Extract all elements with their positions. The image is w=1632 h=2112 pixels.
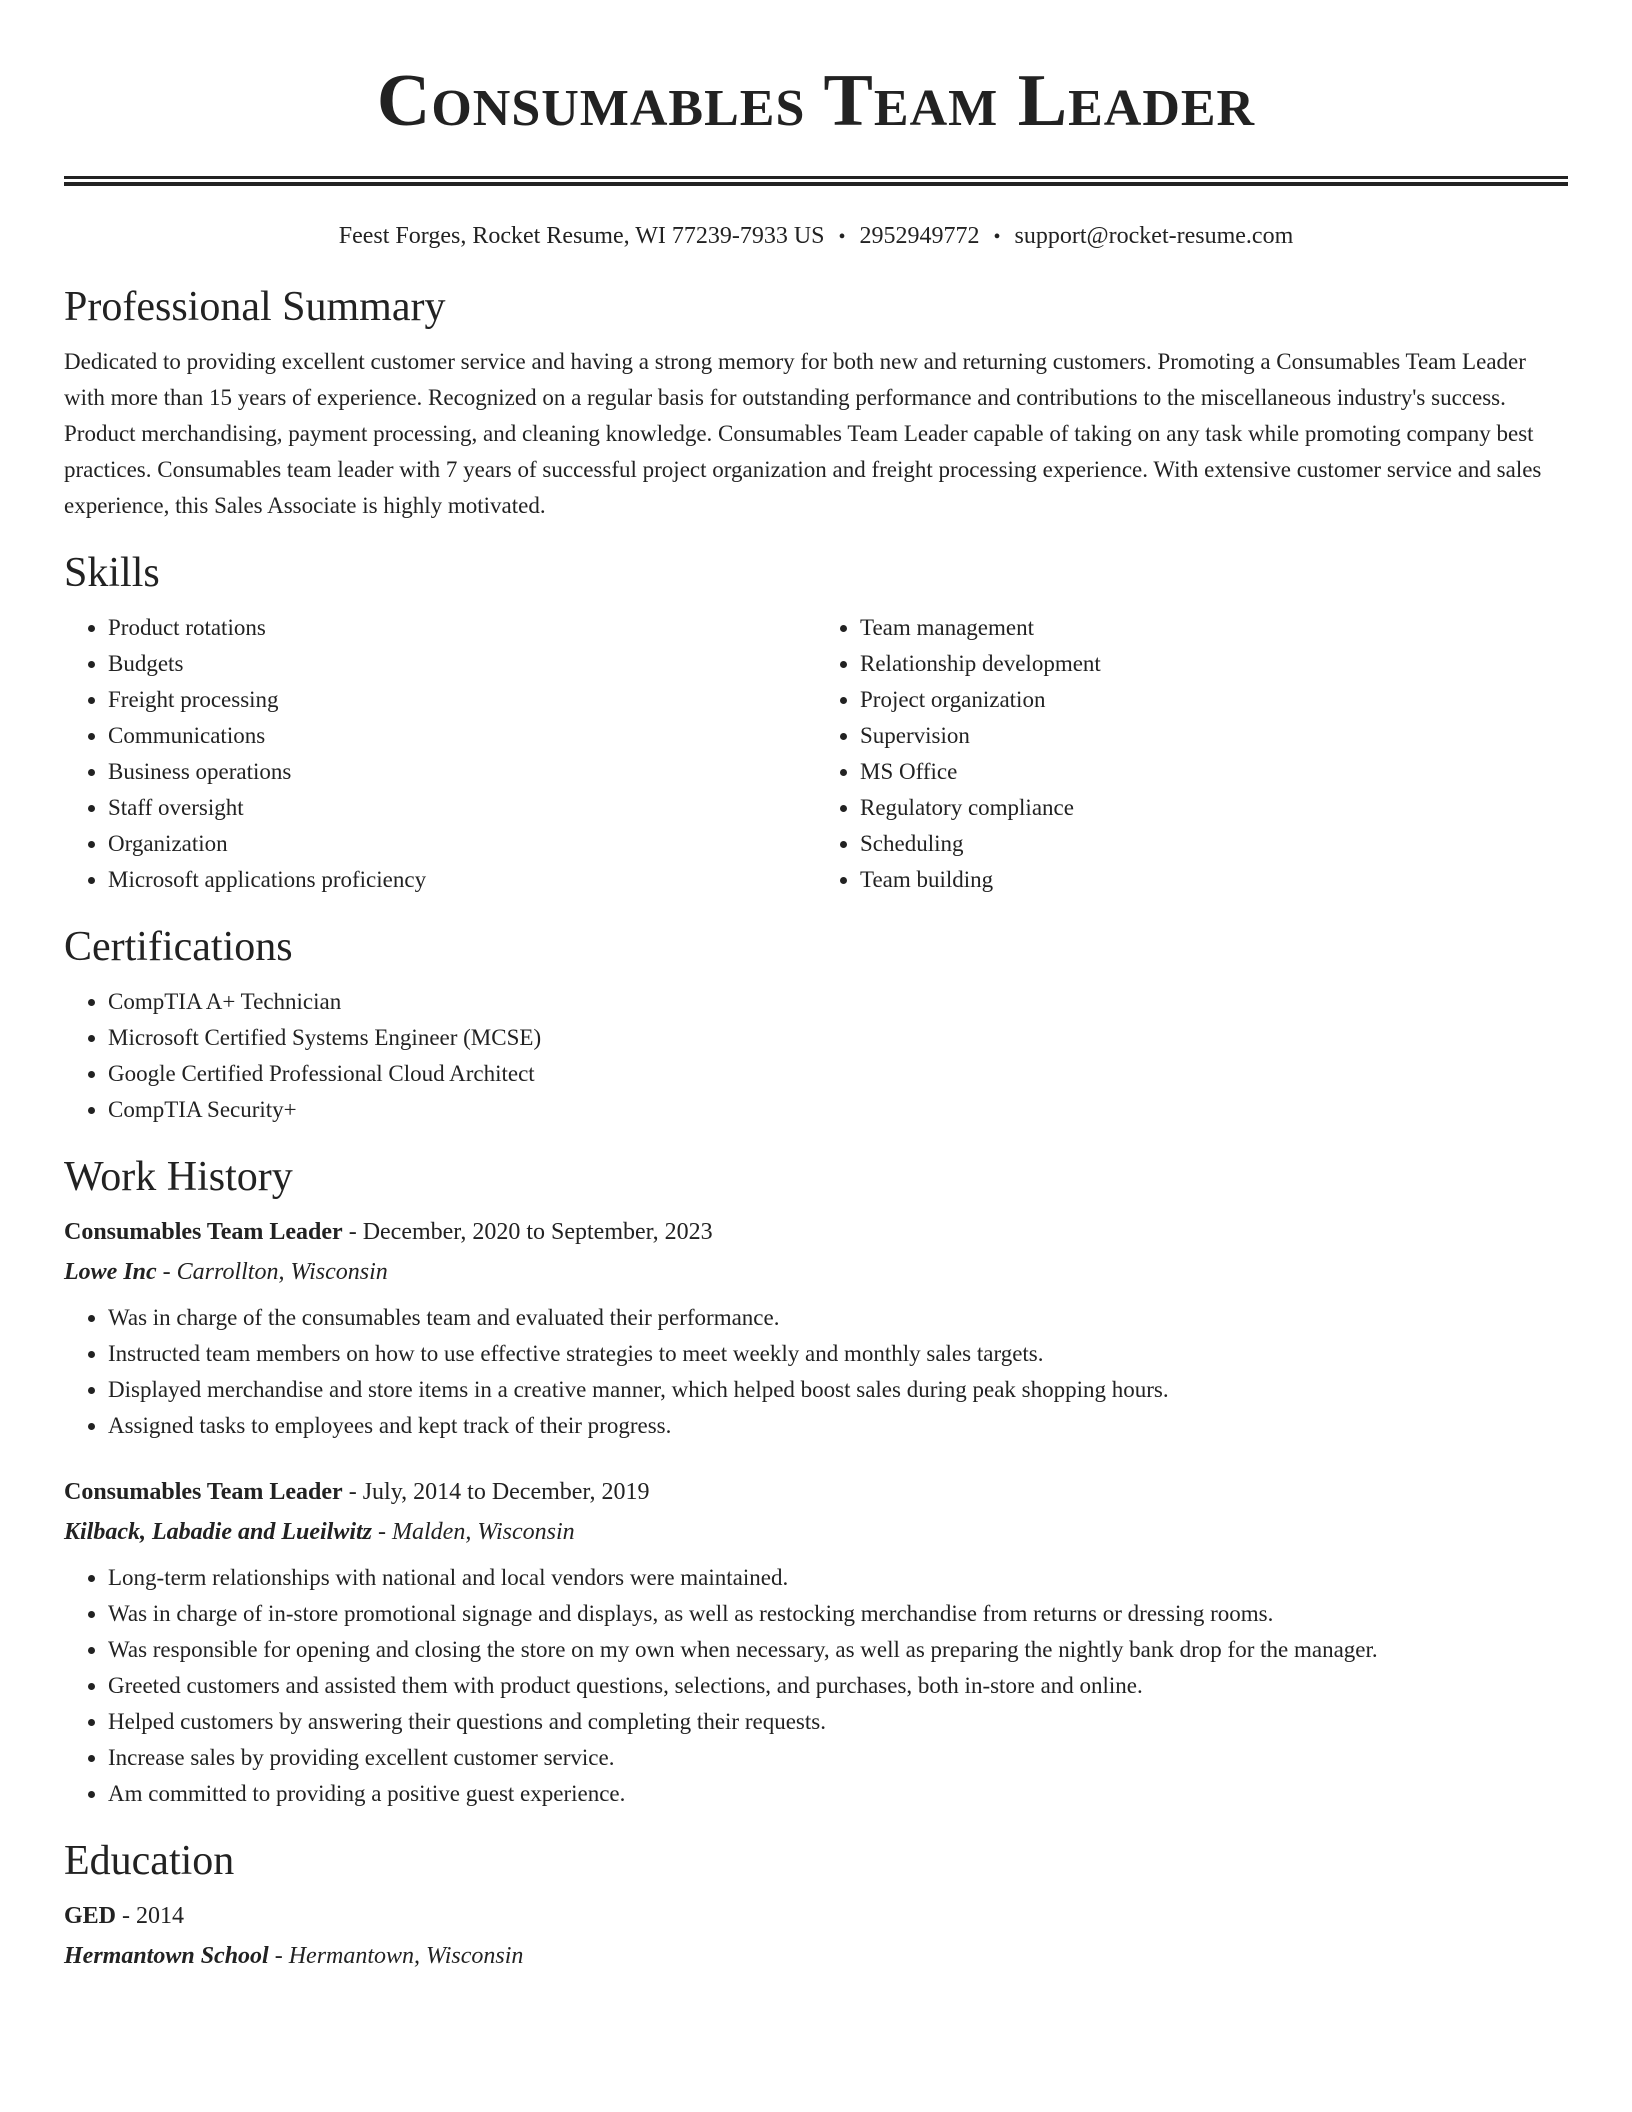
certification-item: • CompTIA A+ Technician: [108, 984, 1568, 1020]
contact-separator: •: [993, 226, 1001, 248]
contact-phone: 2952949772: [859, 223, 980, 249]
skill-item: • Scheduling: [860, 826, 1568, 862]
section-heading-summary: Professional Summary: [64, 284, 446, 330]
contact-line: [64, 221, 1568, 252]
contact-email: support@rocket-resume.com: [1014, 223, 1294, 249]
education-year: - 2014: [116, 1903, 185, 1929]
education-location: - Hermantown, Wisconsin: [268, 1943, 524, 1969]
skill-item: • Supervision: [860, 718, 1568, 754]
job-bullet: • Was in charge of in-store promotional signage and displays, as well as restocking merchandise from returns or dressing rooms.: [108, 1596, 1568, 1632]
education-school-line: [64, 1938, 1568, 1974]
skills-list-right: [816, 610, 1568, 898]
skill-item: • Budgets: [108, 646, 816, 682]
skill-item: • Freight processing: [108, 682, 816, 718]
job-bullet: • Helped customers by answering their questions and completing their requests.: [108, 1704, 1568, 1740]
job-company-line: [64, 1514, 1568, 1550]
education-section: [64, 1836, 1568, 1974]
skills-grid: [64, 610, 1568, 898]
skill-item: • Communications: [108, 718, 816, 754]
certification-item: • Google Certified Professional Cloud Architect: [108, 1056, 1568, 1092]
skill-item: • Staff oversight: [108, 790, 816, 826]
job-entry: [64, 1474, 1568, 1812]
summary-section: [64, 282, 1568, 524]
job-bullet: • Long-term relationships with national and local vendors were maintained.: [108, 1560, 1568, 1596]
job-bullet: • Was responsible for opening and closing the store on my own when necessary, as well as preparing the nightly bank drop for the manager.: [108, 1632, 1568, 1668]
header-double-rule: [64, 176, 1568, 186]
section-heading-education: Education: [64, 1838, 235, 1884]
resume-name: Consumables Team Leader: [376, 60, 1256, 142]
job-bullet: • Instructed team members on how to use effective strategies to meet weekly and monthly sales targets.: [108, 1336, 1568, 1372]
job-location: - Malden, Wisconsin: [372, 1519, 575, 1545]
job-bullet: • Greeted customers and assisted them with product questions, selections, and purchases, both in-store and online.: [108, 1668, 1568, 1704]
skill-item: • MS Office: [860, 754, 1568, 790]
job-title: Consumables Team Leader: [64, 1219, 343, 1245]
skill-item: • Business operations: [108, 754, 816, 790]
skill-item: • Product rotations: [108, 610, 816, 646]
skill-item: • Relationship development: [860, 646, 1568, 682]
job-title-line: [64, 1474, 1568, 1510]
job-company: Kilback, Labadie and Lueilwitz: [64, 1519, 373, 1545]
job-dates: - December, 2020 to September, 2023: [342, 1219, 713, 1245]
job-bullets: [64, 1300, 1568, 1444]
section-heading-certifications: Certifications: [64, 924, 293, 970]
job-bullet: • Was in charge of the consumables team and evaluated their performance.: [108, 1300, 1568, 1336]
job-bullet: • Assigned tasks to employees and kept track of their progress.: [108, 1408, 1568, 1444]
job-title: Consumables Team Leader: [64, 1479, 343, 1505]
skill-item: • Project organization: [860, 682, 1568, 718]
skill-item: • Regulatory compliance: [860, 790, 1568, 826]
job-bullet: • Am committed to providing a positive guest experience.: [108, 1776, 1568, 1812]
skills-list-left: [64, 610, 816, 898]
section-heading-work-history: Work History: [64, 1154, 293, 1200]
certification-item: • Microsoft Certified Systems Engineer (MCSE): [108, 1020, 1568, 1056]
certification-item: • CompTIA Security+: [108, 1092, 1568, 1128]
job-dates: - July, 2014 to December, 2019: [342, 1479, 650, 1505]
job-company: Lowe Inc: [64, 1259, 157, 1285]
skill-item: • Team management: [860, 610, 1568, 646]
education-degree-line: [64, 1898, 1568, 1934]
contact-address: Feest Forges, Rocket Resume, WI 77239-7933 US: [338, 223, 825, 249]
job-company-line: [64, 1254, 1568, 1290]
summary-text: Dedicated to providing excellent customer service and having a strong memory for both new and returning customers. Promoting a Consumables Team Leader with more than 15 years of experience. Recognized on a regular basis for outstanding performance and contributions to the miscellaneous industry's success. Product merchandising, payment processing, and cleaning knowledge. Consumables Team Leader capable of taking on any task while promoting company best practices. Consumables team leader with 7 years of successful project organization and freight processing experience. With extensive customer service and sales experience, this Sales Associate is highly motivated.: [64, 349, 1542, 518]
job-bullets: [64, 1560, 1568, 1812]
job-bullet: • Increase sales by providing excellent customer service.: [108, 1740, 1568, 1776]
work-history-section: [64, 1152, 1568, 1812]
job-entry: [64, 1214, 1568, 1444]
education-degree: GED: [64, 1903, 117, 1929]
education-school: Hermantown School: [64, 1943, 269, 1969]
section-heading-skills: Skills: [64, 550, 160, 596]
skills-section: [64, 548, 1568, 898]
job-location: - Carrollton, Wisconsin: [156, 1259, 388, 1285]
certifications-list: [64, 984, 1568, 1128]
skill-item: • Organization: [108, 826, 816, 862]
contact-separator: •: [838, 226, 846, 248]
certifications-section: [64, 922, 1568, 1128]
job-bullet: • Displayed merchandise and store items in a creative manner, which helped boost sales during peak shopping hours.: [108, 1372, 1568, 1408]
skill-item: • Microsoft applications proficiency: [108, 862, 816, 898]
skill-item: • Team building: [860, 862, 1568, 898]
job-title-line: [64, 1214, 1568, 1250]
